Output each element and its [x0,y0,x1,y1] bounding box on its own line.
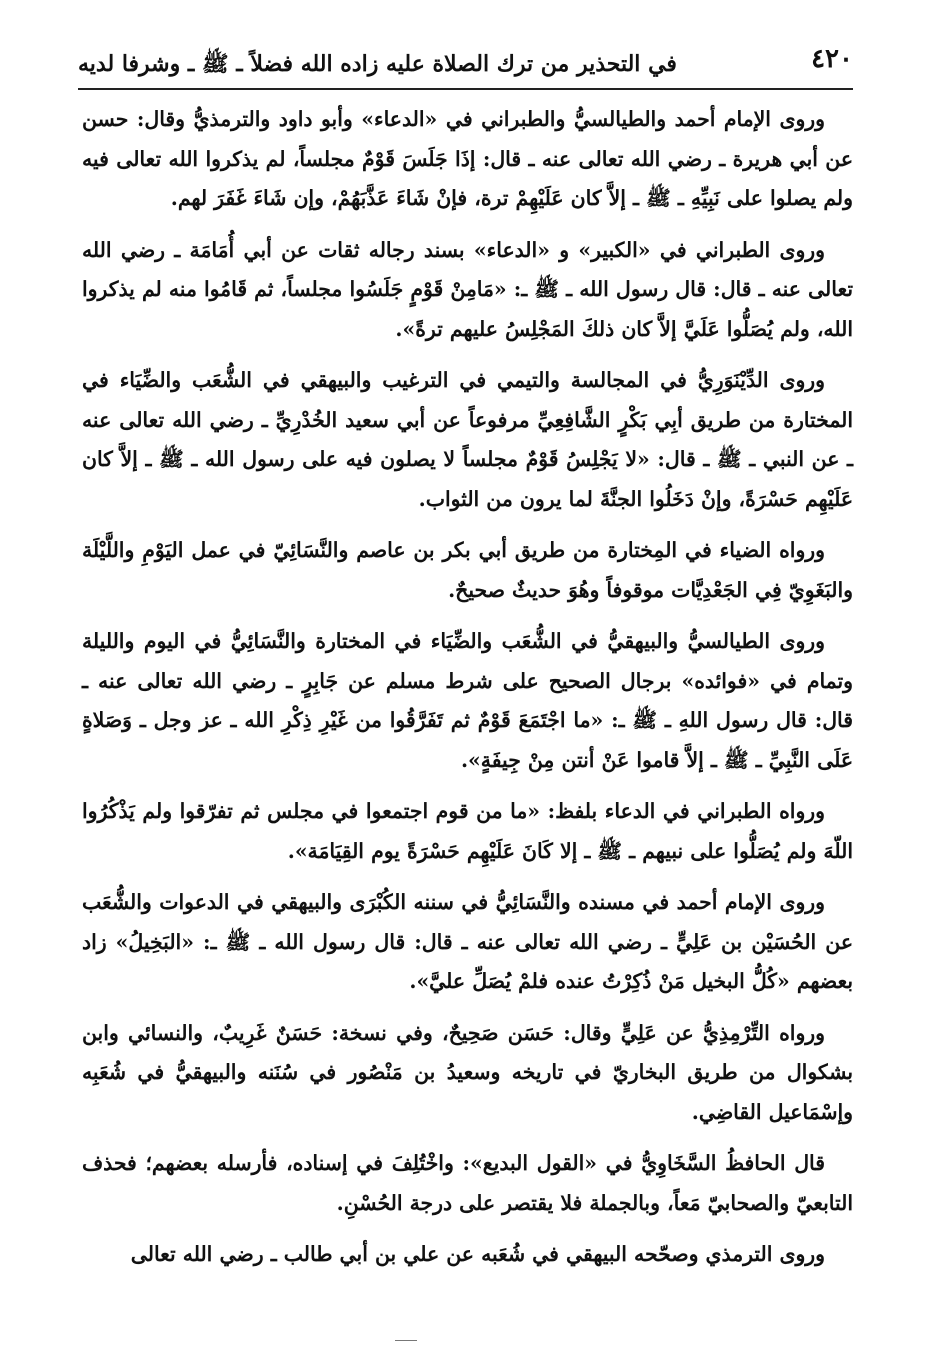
page-number: ٤٢٠ [811,44,853,74]
paragraph-4: ورواه الضياء في المِختارة من طريق أبي بكر بن عاصم والنَّسَائِيّ في عمل اليَوْمِ واللَّيْلَة والبَغَوِيّ فِي الجَعْدِيَّات موقوفاً وهُوَ حديثٌ صحيحٌ. [82,538,853,602]
paragraph-6: ورواه الطبراني في الدعاء بلفظ: «ما من قوم اجتمعوا في مجلس ثم تفرّقوا ولم يَذْكُرُوا اللّهَ ولم يُصَلُّوا على نبيهم ـ ﷺ ـ إلا كَانَ عَلَيْهِم حَسْرَةً يوم القِيَامَة». [82,799,853,863]
body-text [82,100,853,1287]
page-header [78,38,853,88]
paragraph-8: ورواه التِّرْمِذِيُّ عن عَلِيٍّ وقال: حَسَن صَحِيحٌ، وفي نسخة: حَسَنٌ غَرِيبٌ، والنسائي وابن بشكوال من طريق البخاريّ في تاريخه وسعيدُ بن مَنْصُور في سُنَنه والبيهقيُّ في شُعَبِه وإسْمَاعيل القاضِي. [82,1020,853,1124]
paragraph-5: وروى الطيالسيُّ والبيهقيُّ في الشُّعَب والضِّيَاء في المختارة والنَّسَائِيُّ في اليوم والليلة وتمام في «فوائده» برجال الصحيح على شرط مسلم عن جَابِرٍ ـ رضي الله تعالى عنه ـ قال: قال رسول اللهِ ـ ﷺ ـ: «ما اجْتَمَعَ قَوْمٌ ثم تَفَرَّقُوا من غَيْرِ ذِكْرِ الله ـ عز وجل ـ وَصَلاةٍ عَلَى النَّبِيِّ ـ ﷺ ـ إلاَّ قاموا عَنْ أنتن مِنْ جِيفَةٍ». [82,629,853,772]
paragraph-9: قال الحافظُ السَّخَاوِيُّ في «القول البديع»: واخْتُلِفَ في إسناده، فأرسله بعضهم؛ فحذف التابعيّ والصحابيّ مَعاً، وبالجملة فلا يقتصر على درجة الحُسْنِ. [82,1151,853,1215]
paragraph-10: وروى الترمذي وصحّحه البيهقي في شُعَبه عن علي بن أبي طالب ـ رضي الله تعالى [130,1242,825,1266]
paragraph-7: وروى الإمام أحمد في مسنده والنَّسَائِيُّ في سننه الكُبْرَى والبيهقي في الدعوات والشُّعَب عن الحُسَيْن بن عَلِيٍّ ـ رضي الله تعالى عنه ـ قال: قال رسول الله ـ ﷺ ـ: «البَخِيلُ» زاد بعضهم «كُلُّ البخيل مَنْ ذُكِرْتُ عنده فلمْ يُصَلِّ عليَّ». [82,890,853,993]
paragraph-1: وروى الإمام أحمد والطيالسيُّ والطبراني في «الدعاء» وأبو داود والترمذيُّ وقال: حسن عن أبي هريرة ـ رضي الله تعالى عنه ـ قال: إذَا جَلَسَ قَوْمٌ مجلساً، لم يذكروا الله تعالى فيه ولم يصلوا على نَبِيِّهِ ـ ﷺ ـ إلاَّ كان عَلَيْهِمْ ترة، فإنْ شَاءَ عَذَّبَهُمْ، وإن شَاءَ غَفَرَ لهم. [82,107,853,210]
paragraph-2: وروى الطبراني في «الكبير» و «الدعاء» بسند رجاله ثقات عن أبي أُمَامَة ـ رضي الله تعالى عنه ـ قال: قال رسول الله ـ ﷺ ـ: «مَامِنْ قَوْمٍ جَلَسُوا مجلساً، ثم قَامُوا منه لم يذكروا الله، ولم يُصَلُّوا عَلَيَّ إلاَّ كان ذلكَ المَجْلِسُ عليهم ترةً». [82,237,853,341]
running-title: في التحذير من ترك الصلاة عليه زاده الله فضلاً ـ ﷺ ـ وشرفا لديه [78,51,677,77]
bottom-divider [395,1340,417,1341]
header-rule [78,88,853,90]
paragraph-3: وروى الدِّيْنَوَرِيُّ في المجالسة والتيمي في الترغيب والبيهقي في الشُّعَب والضِّيَاء في المختارة من طريق أبِي بَكْرٍ الشَّافِعِيِّ مرفوعاً عن أبي سعيد الخُدْرِيِّ ـ رضي الله تعالى عنه ـ عن النبي ـ ﷺ ـ قال: «لا يَجْلِسُ قَوْمٌ مجلساً لا يصلون فيه على رسول الله ـ ﷺ ـ إلاَّ كان عَلَيْهِم حَسْرَةً، وإنْ دَخَلُوا الجنَّةَ لما يرون من الثواب. [82,368,853,511]
